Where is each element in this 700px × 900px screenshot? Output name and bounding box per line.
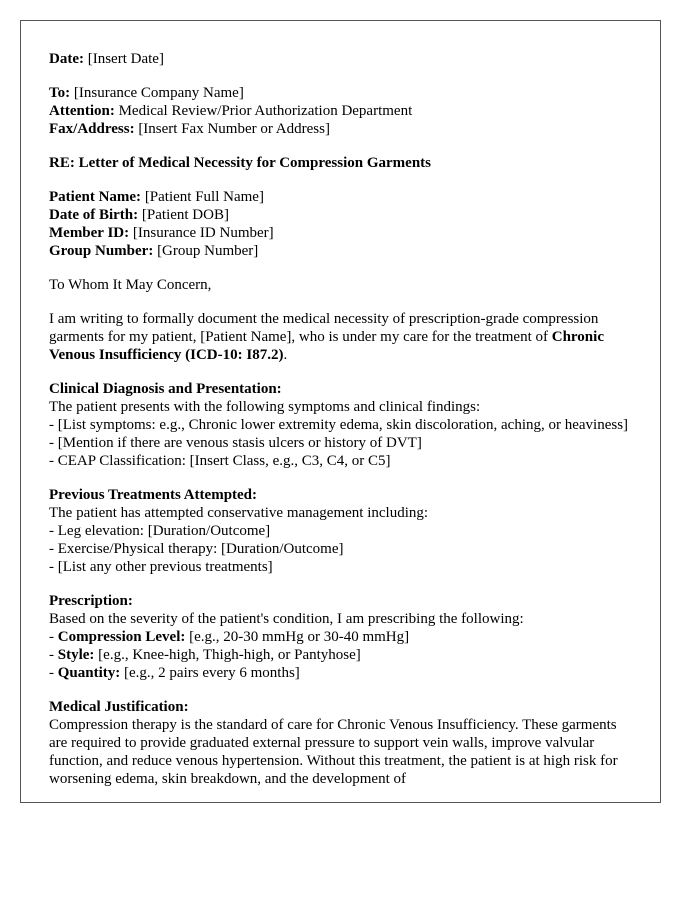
treatments-section: [49, 486, 629, 576]
intro-paragraph: [49, 310, 629, 364]
attention-label: Attention:: [49, 103, 115, 119]
fax-label: Fax/Address:: [49, 121, 135, 137]
patient-name-label: Patient Name:: [49, 189, 142, 205]
to-value: [Insurance Company Name]: [73, 85, 244, 101]
compression-level-label: Compression Level:: [57, 629, 186, 645]
list-item: - [Mention if there are venous stasis ulcers or history of DVT]: [49, 435, 422, 451]
justification-text: Compression therapy is the standard of care for Chronic Venous Insufficiency. These garments are required to provide graduated external pressure to support vein walls, improve valvular function, and reduce venous hypertension. Without this treatment, the patient is at high risk for worsening edema, skin breakdown, and the development of: [49, 717, 618, 787]
salutation: To Whom It May Concern,: [49, 277, 212, 293]
intro-end: .: [283, 347, 288, 363]
member-id-value: [Insurance ID Number]: [132, 225, 274, 241]
list-item: - CEAP Classification: [Insert Class, e.g., C3, C4, or C5]: [49, 453, 391, 469]
list-item: - Exercise/Physical therapy: [Duration/Outcome]: [49, 541, 344, 557]
diagnosis-section: [49, 380, 629, 470]
patient-block: [49, 188, 629, 260]
quantity-value: [e.g., 2 pairs every 6 months]: [120, 665, 300, 681]
prescription-item-compression: [49, 628, 629, 646]
to-label: To:: [49, 85, 71, 101]
letter-content: [49, 50, 629, 803]
list-item: - Leg elevation: [Duration/Outcome]: [49, 523, 271, 539]
letter-page: [20, 20, 661, 803]
fax-line: [49, 120, 629, 138]
patient-name-line: [49, 188, 629, 206]
style-label: Style:: [57, 647, 95, 663]
group-number-value: [Group Number]: [157, 243, 259, 259]
quantity-label: Quantity:: [57, 665, 121, 681]
prescription-item-style: [49, 646, 629, 664]
attention-line: [49, 102, 629, 120]
item-prefix: -: [49, 629, 58, 645]
style-value: [e.g., Knee-high, Thigh-high, or Pantyhose]: [94, 647, 361, 663]
recipient-block: [49, 84, 629, 138]
prescription-item-quantity: [49, 664, 629, 682]
subject-line: [49, 154, 629, 172]
group-number-label: Group Number:: [49, 243, 154, 259]
prescription-lead: Based on the severity of the patient's condition, I am prescribing the following:: [49, 611, 524, 627]
compression-level-value: [e.g., 20-30 mmHg or 30-40 mmHg]: [185, 629, 410, 645]
prescription-heading: Prescription:: [49, 593, 133, 609]
dob-label: Date of Birth:: [49, 207, 139, 223]
dob-line: [49, 206, 629, 224]
intro-text: I am writing to formally document the medical necessity of prescription-grade compression garments for my patient, [Patient Name], who is under my care for the treatment of: [49, 311, 599, 345]
member-id-line: [49, 224, 629, 242]
subject-text: RE: Letter of Medical Necessity for Compression Garments: [49, 155, 432, 171]
dob-value: [Patient DOB]: [141, 207, 229, 223]
date-line: [49, 50, 629, 68]
group-number-line: [49, 242, 629, 260]
item-prefix: -: [49, 665, 58, 681]
member-id-label: Member ID:: [49, 225, 130, 241]
list-item: - [List any other previous treatments]: [49, 559, 273, 575]
diagnosis-heading: Clinical Diagnosis and Presentation:: [49, 381, 282, 397]
diagnosis-lead: The patient presents with the following symptoms and clinical findings:: [49, 399, 481, 415]
fax-value: [Insert Fax Number or Address]: [138, 121, 330, 137]
item-prefix: -: [49, 647, 58, 663]
treatments-heading: Previous Treatments Attempted:: [49, 487, 258, 503]
intro-diagnosis: Chronic Venous Insufficiency (ICD-10: I87.2): [49, 329, 604, 363]
justification-section: [49, 698, 629, 788]
prescription-section: [49, 592, 629, 682]
date-value: [Insert Date]: [87, 51, 164, 67]
date-label: Date:: [49, 51, 84, 67]
justification-heading: Medical Justification:: [49, 699, 189, 715]
attention-value: Medical Review/Prior Authorization Department: [118, 103, 413, 119]
treatments-lead: The patient has attempted conservative management including:: [49, 505, 429, 521]
to-line: [49, 84, 629, 102]
patient-name-value: [Patient Full Name]: [144, 189, 264, 205]
list-item: - [List symptoms: e.g., Chronic lower extremity edema, skin discoloration, aching, or heaviness]: [49, 417, 629, 433]
